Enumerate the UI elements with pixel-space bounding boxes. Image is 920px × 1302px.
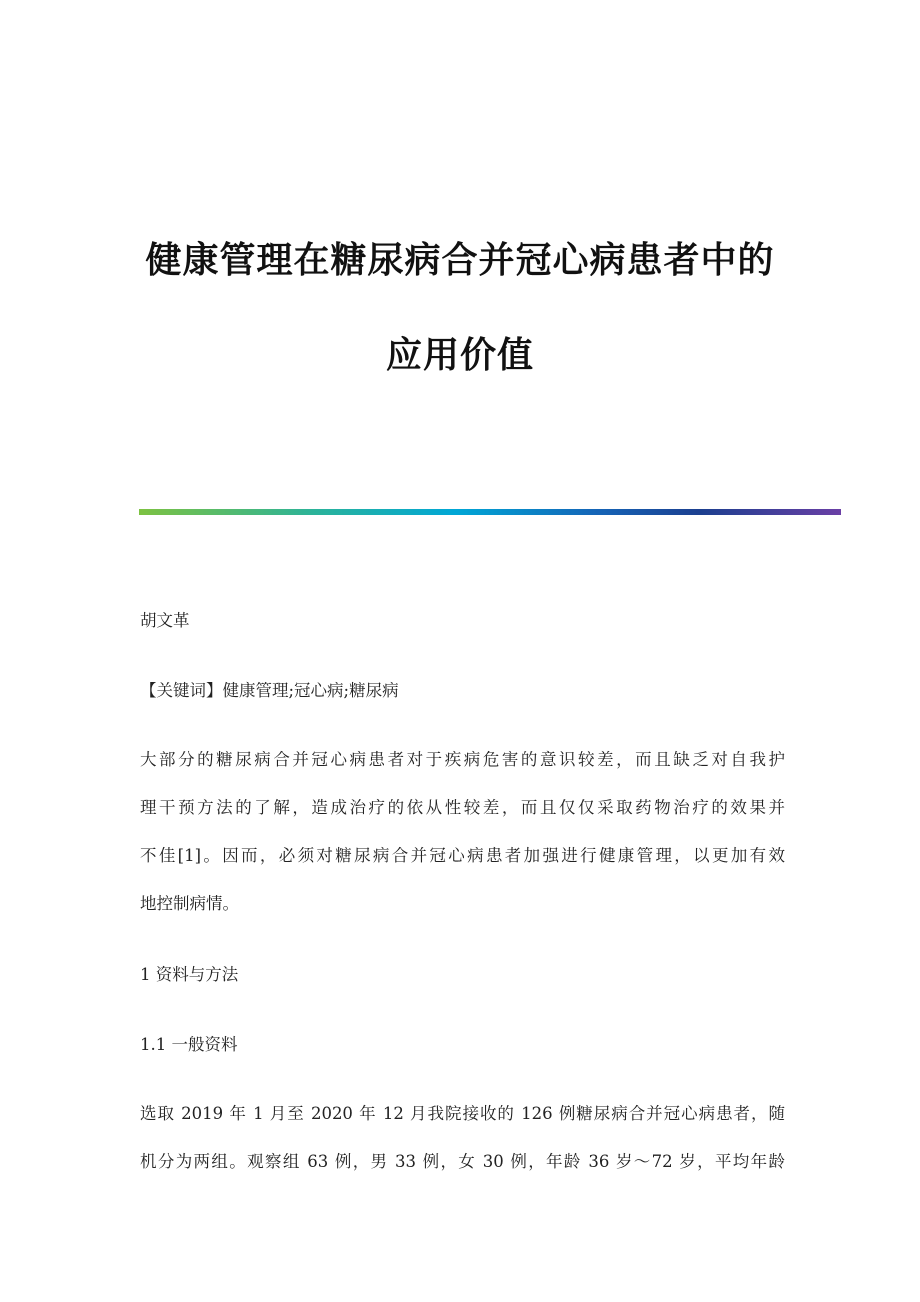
author-name: 胡文革 [140, 611, 190, 630]
subsection-heading: 1.1 一般资料 [140, 1035, 238, 1054]
paragraph-line: 理干预方法的了解，造成治疗的依从性较差，而且仅仅采取药物治疗的效果并 [140, 798, 785, 817]
paragraph-line: 机分为两组。观察组 63 例，男 33 例，女 30 例，年龄 36 岁～72 岁，平均年龄 [140, 1152, 785, 1171]
document-title-line-2: 应用价值 [385, 334, 534, 376]
paragraph-line: 地控制病情。 [140, 894, 239, 913]
section-heading: 1 资料与方法 [140, 965, 239, 984]
paragraph-line: 不佳[1]。因而，必须对糖尿病合并冠心病患者加强进行健康管理，以更加有效 [140, 846, 785, 865]
intro-paragraph [140, 736, 785, 928]
title-divider [139, 509, 841, 515]
general-data-paragraph [140, 1090, 785, 1186]
keywords-line: 【关键词】健康管理;冠心病;糖尿病 [140, 681, 399, 700]
paragraph-line: 大部分的糖尿病合并冠心病患者对于疾病危害的意识较差，而且缺乏对自我护 [140, 750, 785, 769]
paragraph-line: 选取 2019 年 1 月至 2020 年 12 月我院接收的 126 例糖尿病合并冠心病患者，随 [140, 1104, 785, 1123]
document-title-line-1: 健康管理在糖尿病合并冠心病患者中的 [145, 239, 775, 281]
